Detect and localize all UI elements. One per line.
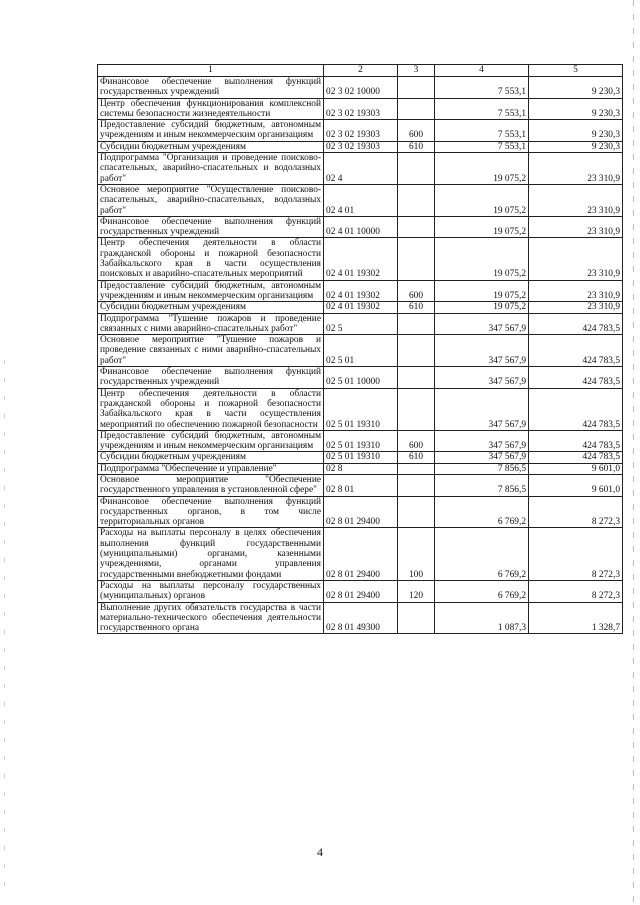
row-code: 02 5 <box>324 313 398 335</box>
row-code: 02 3 02 19303 <box>324 141 398 152</box>
row-value-1: 347 567,9 <box>435 388 529 430</box>
row-value-2: 9 601,0 <box>529 474 623 496</box>
row-code: 02 4 01 19302 <box>324 302 398 313</box>
scan-edge-left <box>4 360 5 900</box>
row-code: 02 5 01 10000 <box>324 367 398 389</box>
row-value-2: 424 783,5 <box>529 452 623 463</box>
table-row <box>98 280 623 302</box>
column-header-vr: 3 <box>398 65 435 77</box>
row-name: Субсидии бюджетным учреждениям <box>98 141 324 152</box>
table-row <box>98 528 623 580</box>
row-value-2: 23 310,9 <box>529 153 623 185</box>
row-code: 02 4 <box>324 153 398 185</box>
row-vr: 100 <box>398 528 435 580</box>
scan-edge-right <box>633 0 634 905</box>
row-vr <box>398 474 435 496</box>
row-name: Расходы на выплаты персоналу государственных (муниципальных) органов <box>98 580 324 602</box>
row-name: Подпрограмма "Тушение пожаров и проведение связанных с ними аварийно-спасательных работ" <box>98 313 324 335</box>
row-name: Подпрограмма "Организация и проведение поисково-спасательных, аварийно-спасательных и водолазных работ" <box>98 153 324 185</box>
row-code: 02 4 01 19302 <box>324 280 398 302</box>
row-vr <box>398 602 435 634</box>
row-code: 02 5 01 <box>324 335 398 367</box>
row-value-2: 424 783,5 <box>529 367 623 389</box>
row-name: Субсидии бюджетным учреждениям <box>98 302 324 313</box>
column-header-value-2: 5 <box>529 65 623 77</box>
table-row <box>98 474 623 496</box>
row-name: Предоставление субсидий бюджетным, автономным учреждениям и иным некоммерческим организациям <box>98 280 324 302</box>
row-value-1: 7 553,1 <box>435 120 529 142</box>
row-value-1: 19 075,2 <box>435 153 529 185</box>
row-code: 02 8 01 49300 <box>324 602 398 634</box>
row-value-2: 8 272,3 <box>529 528 623 580</box>
row-code: 02 3 02 19303 <box>324 98 398 120</box>
column-header-value-1: 4 <box>435 65 529 77</box>
row-name: Выполнение других обязательств государства в части материально-технического обеспечения деятельности государственного органа <box>98 602 324 634</box>
row-code: 02 4 01 <box>324 184 398 216</box>
row-value-2: 424 783,5 <box>529 313 623 335</box>
row-vr <box>398 238 435 280</box>
row-name: Основное мероприятие "Тушение пожаров и проведение связанных с ними аварийно-спасательных работ" <box>98 335 324 367</box>
row-value-2: 23 310,9 <box>529 280 623 302</box>
table-row <box>98 367 623 389</box>
row-vr <box>398 335 435 367</box>
row-vr: 600 <box>398 430 435 452</box>
table-header-row <box>98 65 623 77</box>
table-row <box>98 153 623 185</box>
column-header-code: 2 <box>324 65 398 77</box>
row-code: 02 5 01 19310 <box>324 430 398 452</box>
row-value-2: 23 310,9 <box>529 238 623 280</box>
row-vr <box>398 388 435 430</box>
table-row <box>98 120 623 142</box>
row-code: 02 4 01 19302 <box>324 238 398 280</box>
row-vr: 610 <box>398 452 435 463</box>
row-value-2: 9 230,3 <box>529 98 623 120</box>
row-name: Центр обеспечения функционирования комплексной системы безопасности жизнедеятельности <box>98 98 324 120</box>
row-vr <box>398 98 435 120</box>
row-value-1: 347 567,9 <box>435 452 529 463</box>
row-value-1: 19 075,2 <box>435 280 529 302</box>
table-row <box>98 463 623 474</box>
row-name: Финансовое обеспечение выполнения функций государственных учреждений <box>98 367 324 389</box>
row-vr <box>398 153 435 185</box>
row-value-1: 7 553,1 <box>435 77 529 99</box>
budget-table <box>97 64 623 634</box>
row-vr <box>398 463 435 474</box>
table-row <box>98 216 623 238</box>
table-row <box>98 313 623 335</box>
row-code: 02 8 01 29400 <box>324 580 398 602</box>
row-vr <box>398 496 435 528</box>
table-row <box>98 302 623 313</box>
row-value-1: 6 769,2 <box>435 496 529 528</box>
row-vr <box>398 313 435 335</box>
row-name: Основное мероприятие "Обеспечение государственного управления в установленной сфере" <box>98 474 324 496</box>
budget-table-body <box>98 65 623 634</box>
row-vr: 600 <box>398 280 435 302</box>
row-vr <box>398 216 435 238</box>
row-code: 02 3 02 10000 <box>324 77 398 99</box>
row-value-1: 347 567,9 <box>435 430 529 452</box>
table-row <box>98 602 623 634</box>
row-value-1: 19 075,2 <box>435 184 529 216</box>
row-name: Финансовое обеспечение выполнения функций государственных органов, в том числе территориальных органов <box>98 496 324 528</box>
row-code: 02 4 01 10000 <box>324 216 398 238</box>
row-name: Центр обеспечения деятельности в области гражданской обороны и пожарной безопасности Забайкальского края в части осуществления мероприятий по обеспечению пожарной безопасности <box>98 388 324 430</box>
row-value-2: 23 310,9 <box>529 302 623 313</box>
row-value-1: 347 567,9 <box>435 313 529 335</box>
row-value-1: 1 087,3 <box>435 602 529 634</box>
row-value-2: 424 783,5 <box>529 335 623 367</box>
row-vr <box>398 367 435 389</box>
row-value-1: 6 769,2 <box>435 528 529 580</box>
row-name: Основное мероприятие "Осуществление поисково-спасательных, аварийно-спасательных, водолазных работ" <box>98 184 324 216</box>
row-name: Центр обеспечения деятельности в области гражданской обороны и пожарной безопасности Забайкальского края в части осуществления поисковых и аварийно-спасательных мероприятий <box>98 238 324 280</box>
table-row <box>98 335 623 367</box>
table-row <box>98 496 623 528</box>
row-name: Расходы на выплаты персоналу в целях обеспечения выполнения функций государственными (муниципальными) органами, казенными учреждениями, органами управления государственными внебюджетными фондами <box>98 528 324 580</box>
table-row <box>98 430 623 452</box>
row-vr <box>398 77 435 99</box>
row-vr: 120 <box>398 580 435 602</box>
row-value-1: 6 769,2 <box>435 580 529 602</box>
table-row <box>98 452 623 463</box>
row-vr: 600 <box>398 120 435 142</box>
row-code: 02 3 02 19303 <box>324 120 398 142</box>
row-value-1: 347 567,9 <box>435 367 529 389</box>
row-value-2: 9 601,0 <box>529 463 623 474</box>
table-row <box>98 580 623 602</box>
row-vr: 610 <box>398 141 435 152</box>
row-value-1: 7 856,5 <box>435 474 529 496</box>
row-value-1: 19 075,2 <box>435 302 529 313</box>
page-number: 4 <box>317 845 323 859</box>
row-value-1: 19 075,2 <box>435 238 529 280</box>
row-value-2: 1 328,7 <box>529 602 623 634</box>
row-value-2: 23 310,9 <box>529 216 623 238</box>
row-name: Подпрограмма "Обеспечение и управление" <box>98 463 324 474</box>
row-vr <box>398 184 435 216</box>
row-name: Финансовое обеспечение выполнения функций государственных учреждений <box>98 77 324 99</box>
row-code: 02 8 01 <box>324 474 398 496</box>
row-name: Субсидии бюджетным учреждениям <box>98 452 324 463</box>
row-value-2: 9 230,3 <box>529 77 623 99</box>
row-value-2: 9 230,3 <box>529 120 623 142</box>
row-value-1: 347 567,9 <box>435 335 529 367</box>
column-header-name: 1 <box>98 65 324 77</box>
row-name: Предоставление субсидий бюджетным, автономным учреждениям и иным некоммерческим организациям <box>98 120 324 142</box>
row-value-1: 19 075,2 <box>435 216 529 238</box>
row-value-2: 9 230,3 <box>529 141 623 152</box>
row-value-2: 8 272,3 <box>529 496 623 528</box>
row-name: Финансовое обеспечение выполнения функций государственных учреждений <box>98 216 324 238</box>
row-code: 02 8 01 29400 <box>324 528 398 580</box>
table-row <box>98 77 623 99</box>
row-code: 02 5 01 19310 <box>324 388 398 430</box>
row-vr: 610 <box>398 302 435 313</box>
row-value-2: 424 783,5 <box>529 430 623 452</box>
table-row <box>98 388 623 430</box>
table-row <box>98 184 623 216</box>
row-code: 02 8 <box>324 463 398 474</box>
row-code: 02 8 01 29400 <box>324 496 398 528</box>
row-code: 02 5 01 19310 <box>324 452 398 463</box>
table-row <box>98 98 623 120</box>
table-row <box>98 238 623 280</box>
row-value-2: 23 310,9 <box>529 184 623 216</box>
row-value-1: 7 553,1 <box>435 98 529 120</box>
row-name: Предоставление субсидий бюджетным, автономным учреждениям и иным некоммерческим организациям <box>98 430 324 452</box>
table-row <box>98 141 623 152</box>
row-value-2: 424 783,5 <box>529 388 623 430</box>
row-value-1: 7 856,5 <box>435 463 529 474</box>
row-value-1: 7 553,1 <box>435 141 529 152</box>
row-value-2: 8 272,3 <box>529 580 623 602</box>
